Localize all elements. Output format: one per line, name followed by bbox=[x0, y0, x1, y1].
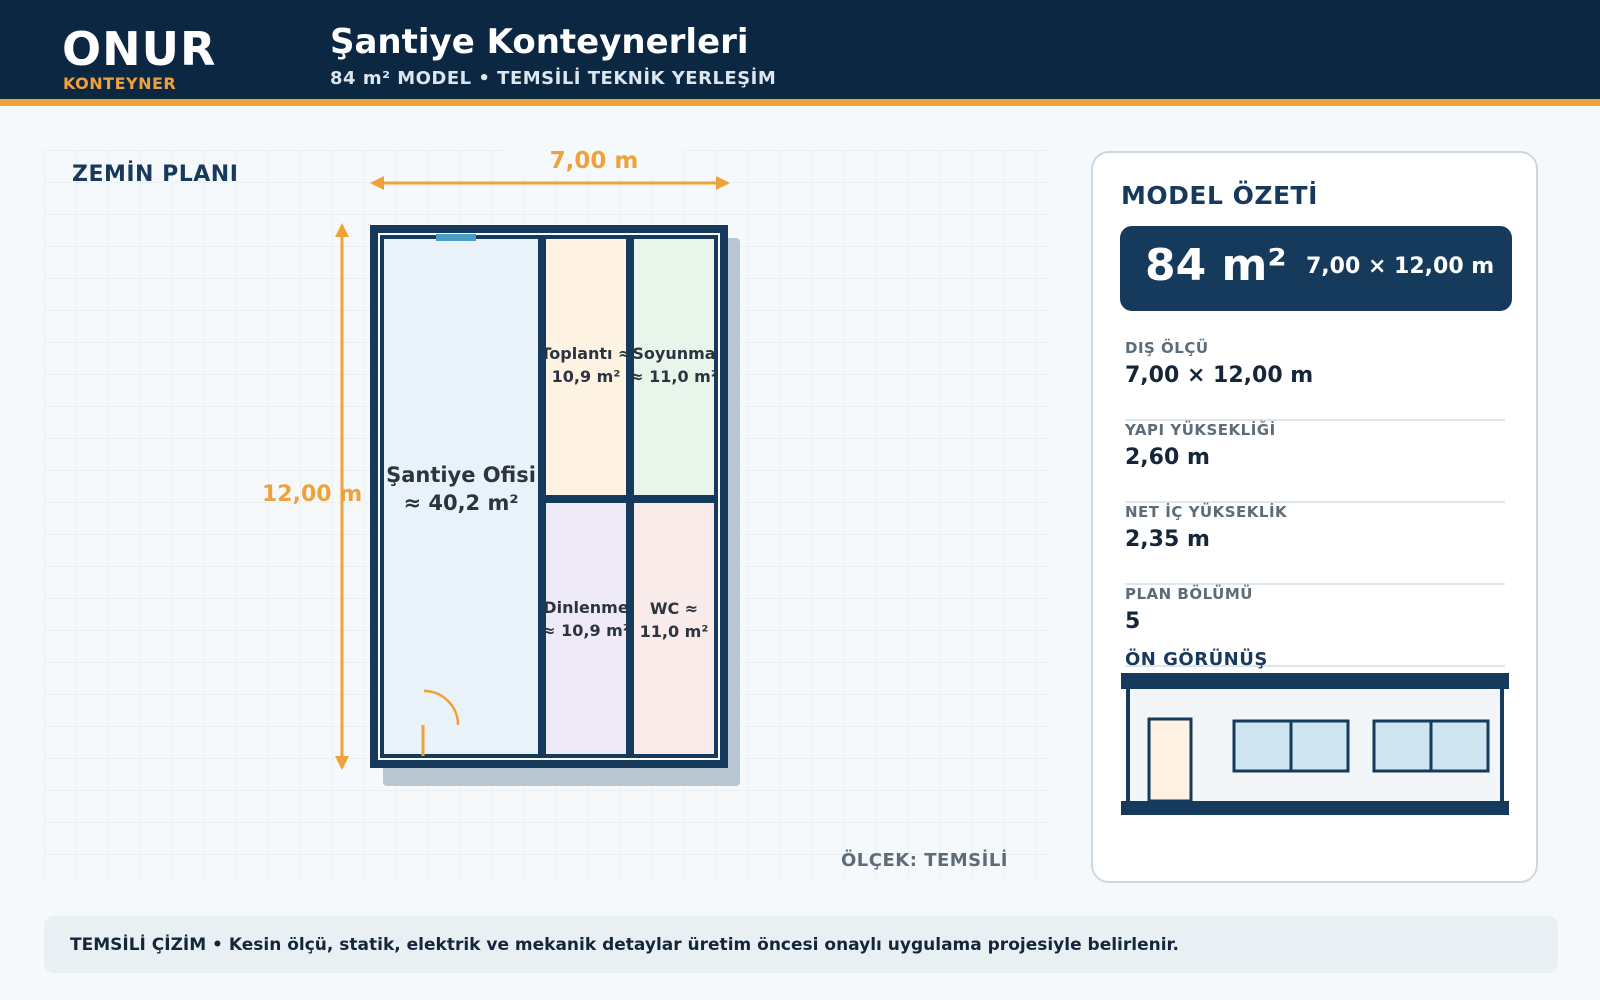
brand-logo-tagline: KONTEYNER bbox=[63, 74, 177, 93]
spec-label: DIŞ ÖLÇÜ bbox=[1125, 339, 1209, 357]
room-label-santiye-ofisi: Şantiye Ofisi ≈ 40,2 m² bbox=[386, 463, 536, 515]
disclaimer-note bbox=[44, 916, 1558, 973]
summary-title: MODEL ÖZETİ bbox=[1121, 181, 1318, 210]
spec-row-dis-olcu bbox=[1125, 339, 1505, 421]
spec-row-yapi-yuksekligi bbox=[1125, 421, 1505, 503]
total-dimensions: 7,00 × 12,00 m bbox=[1306, 254, 1495, 279]
spec-value: 2,35 m bbox=[1125, 527, 1210, 552]
spec-row-net-ic-yukseklik bbox=[1125, 503, 1505, 585]
page-subtitle: 84 m² MODEL • TEMSİLİ TEKNİK YERLEŞİM bbox=[330, 68, 777, 89]
front-base bbox=[1121, 801, 1509, 815]
floor-plan-panel bbox=[44, 150, 1050, 882]
page-header bbox=[0, 0, 1600, 106]
total-area: 84 m² bbox=[1145, 240, 1287, 291]
front-window-1 bbox=[1234, 721, 1348, 771]
width-dimension-label: 7,00 m bbox=[504, 148, 684, 174]
front-view-title: ÖN GÖRÜNÜŞ bbox=[1125, 649, 1268, 670]
scale-label: ÖLÇEK: TEMSİLİ bbox=[841, 850, 1009, 871]
window-top bbox=[436, 234, 476, 241]
page-title: Şantiye Konteynerleri bbox=[330, 22, 749, 62]
room-label-dinlenme: Dinlenme ≈ 10,9 m² bbox=[542, 598, 630, 640]
room-label-wc: WC ≈ 11,0 m² bbox=[639, 599, 709, 641]
spec-value: 5 bbox=[1125, 609, 1141, 634]
floor-plan-drawing bbox=[44, 150, 1050, 882]
front-door bbox=[1149, 719, 1191, 801]
spec-label: NET İÇ YÜKSEKLİK bbox=[1125, 503, 1288, 521]
front-view-drawing bbox=[1121, 673, 1513, 823]
room-label-toplanti: Toplantı ≈ 10,9 m² bbox=[540, 344, 632, 386]
floor-plan-title: ZEMİN PLANI bbox=[72, 162, 239, 187]
spec-value: 2,60 m bbox=[1125, 445, 1210, 470]
spec-value: 7,00 × 12,00 m bbox=[1125, 363, 1314, 388]
spec-label: PLAN BÖLÜMÜ bbox=[1125, 585, 1253, 603]
brand-logo-name: ONUR bbox=[62, 22, 217, 76]
front-roof bbox=[1121, 673, 1509, 689]
spec-label: YAPI YÜKSEKLİĞİ bbox=[1125, 421, 1276, 439]
room-label-soyunma: Soyunma ≈ 11,0 m² bbox=[630, 344, 718, 386]
area-highlight-box bbox=[1120, 226, 1512, 311]
model-summary-card bbox=[1091, 151, 1538, 883]
disclaimer-text: TEMSİLİ ÇİZİM • Kesin ölçü, statik, elektrik ve mekanik detaylar üretim öncesi onaylı uygulama projesiyle belirlenir. bbox=[70, 935, 1179, 955]
height-dimension-label: 12,00 m bbox=[262, 482, 363, 507]
front-window-2 bbox=[1374, 721, 1488, 771]
